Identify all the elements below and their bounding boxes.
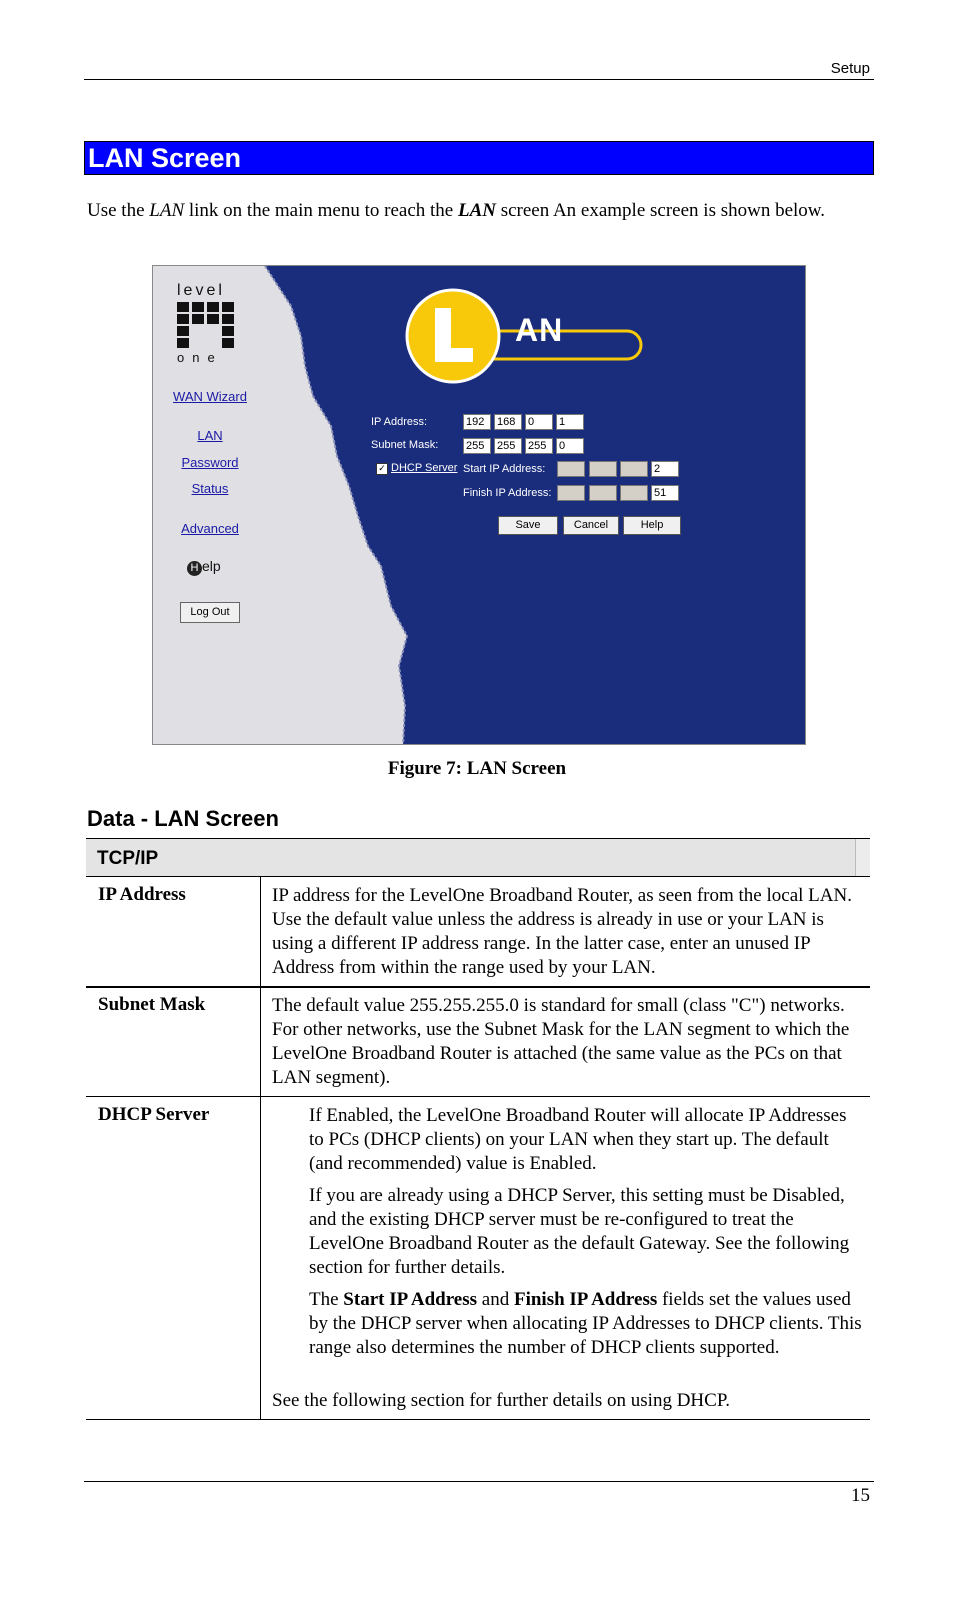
intro-text-2: link on the main menu to reach the <box>184 200 458 221</box>
mask-octet-3[interactable]: 255 <box>525 438 553 454</box>
row-text-ip-address: IP address for the LevelOne Broadband Router, as seen from the local LAN. Use the default value unless the address is already in use or your LAN is using a different IP address range. In the latter case, enter an unused IP Address from within the range used by your LAN. <box>272 885 852 978</box>
section-title-bar <box>84 141 874 175</box>
header-rule <box>84 79 874 80</box>
header-section-label: Setup <box>830 60 870 77</box>
intro-lan-bold: LAN <box>457 200 496 221</box>
nav-link-wan-wizard[interactable]: WAN Wizard <box>173 389 247 404</box>
lan-title-text: AN <box>515 312 564 348</box>
ip-octet-3[interactable]: 0 <box>525 414 553 430</box>
table-row-divider-1 <box>86 986 870 988</box>
help-button[interactable]: Help <box>623 516 681 535</box>
row-label-subnet-mask: Subnet Mask <box>98 994 206 1015</box>
dhcp-paragraph-3 <box>309 1288 865 1360</box>
row-text-dhcp-server <box>309 1104 865 1368</box>
dhcp-server-checkbox[interactable]: ✓ <box>376 463 388 475</box>
levelone-logo-icon <box>177 302 235 348</box>
table-row-divider-3 <box>86 1419 870 1420</box>
logo-text-level: level <box>177 282 225 299</box>
mask-octet-1[interactable]: 255 <box>463 438 491 454</box>
start-ip-octet-1 <box>557 461 585 477</box>
dhcp-p3-text-a: The <box>309 1289 344 1310</box>
ip-octet-1[interactable]: 192 <box>463 414 491 430</box>
start-ip-octet-4[interactable]: 2 <box>651 461 679 477</box>
figure-caption: Figure 7: LAN Screen <box>387 758 567 779</box>
start-ip-label: Start IP Address: <box>463 463 546 475</box>
logout-button[interactable]: Log Out <box>180 602 240 623</box>
row-text-subnet-mask: The default value 255.255.255.0 is standard for small (class "C") networks. For other networks, use the Subnet Mask for the LAN segment to which the LevelOne Broadband Router is attached (the same value as the PCs on that LAN segment). <box>272 995 850 1088</box>
table-header-label: TCP/IP <box>97 848 159 869</box>
help-logo[interactable] <box>187 558 221 576</box>
subnet-mask-label: Subnet Mask: <box>371 439 439 451</box>
nav-link-password[interactable]: Password <box>181 455 239 470</box>
dhcp-p3-finish-ip: Finish IP Address <box>513 1289 658 1310</box>
finish-ip-octet-4[interactable]: 51 <box>651 485 679 501</box>
logo-text-one: one <box>177 350 223 365</box>
dhcp-p3-start-ip: Start IP Address <box>343 1289 478 1310</box>
dhcp-p3-text-c: and <box>477 1289 514 1310</box>
help-circle-icon: H <box>187 561 202 576</box>
ip-address-label: IP Address: <box>371 416 428 428</box>
intro-text-3: screen An example screen is shown below. <box>495 200 826 221</box>
table-row-divider-2 <box>86 1096 870 1097</box>
table-header <box>86 838 870 877</box>
help-logo-text: elp <box>202 558 221 574</box>
row-label-dhcp-server: DHCP Server <box>98 1104 210 1125</box>
lan-screenshot <box>152 265 806 745</box>
section-title: LAN Screen <box>88 143 242 173</box>
finish-ip-octet-3 <box>620 485 648 501</box>
dhcp-paragraph-1: If Enabled, the LevelOne Broadband Router will allocate IP Addresses to PCs (DHCP clients) on your LAN when they start up. The default (and recommended) value is Enabled. <box>309 1105 847 1174</box>
dhcp-paragraph-4: See the following section for further details on using DHCP. <box>272 1390 731 1411</box>
nav-link-lan[interactable]: LAN <box>197 428 223 443</box>
intro-paragraph <box>87 199 847 223</box>
table-header-edge <box>855 839 870 876</box>
finish-ip-octet-2 <box>589 485 617 501</box>
mask-octet-2[interactable]: 255 <box>494 438 522 454</box>
data-heading: Data - LAN Screen <box>87 806 279 831</box>
ip-octet-2[interactable]: 168 <box>494 414 522 430</box>
dhcp-server-link[interactable]: DHCP Server <box>391 462 458 474</box>
nav-link-status[interactable]: Status <box>191 481 229 496</box>
start-ip-octet-2 <box>589 461 617 477</box>
page-number: 15 <box>851 1485 870 1506</box>
dhcp-p3-text-e: fields set the values used by the DHCP server when allocating IP Addresses to DHCP clients. This range also determines the number of DHCP clients supported. <box>309 1289 862 1358</box>
footer-rule <box>84 1481 874 1482</box>
save-button[interactable]: Save <box>498 516 558 535</box>
intro-lan-italic: LAN <box>149 200 185 221</box>
intro-text-1: Use the <box>87 200 150 221</box>
row-label-ip-address: IP Address <box>98 884 186 905</box>
start-ip-octet-3 <box>620 461 648 477</box>
ip-octet-4[interactable]: 1 <box>556 414 584 430</box>
nav-link-advanced[interactable]: Advanced <box>181 521 239 536</box>
dhcp-paragraph-2: If you are already using a DHCP Server, this setting must be Disabled, and the existing DHCP server must be re-configured to treat the LevelOne Broadband Router as the default Gateway. See the following section for further details. <box>309 1185 850 1278</box>
finish-ip-octet-1 <box>557 485 585 501</box>
finish-ip-label: Finish IP Address: <box>463 487 552 499</box>
table-column-divider <box>260 877 261 1420</box>
cancel-button[interactable]: Cancel <box>563 516 619 535</box>
mask-octet-4[interactable]: 0 <box>556 438 584 454</box>
